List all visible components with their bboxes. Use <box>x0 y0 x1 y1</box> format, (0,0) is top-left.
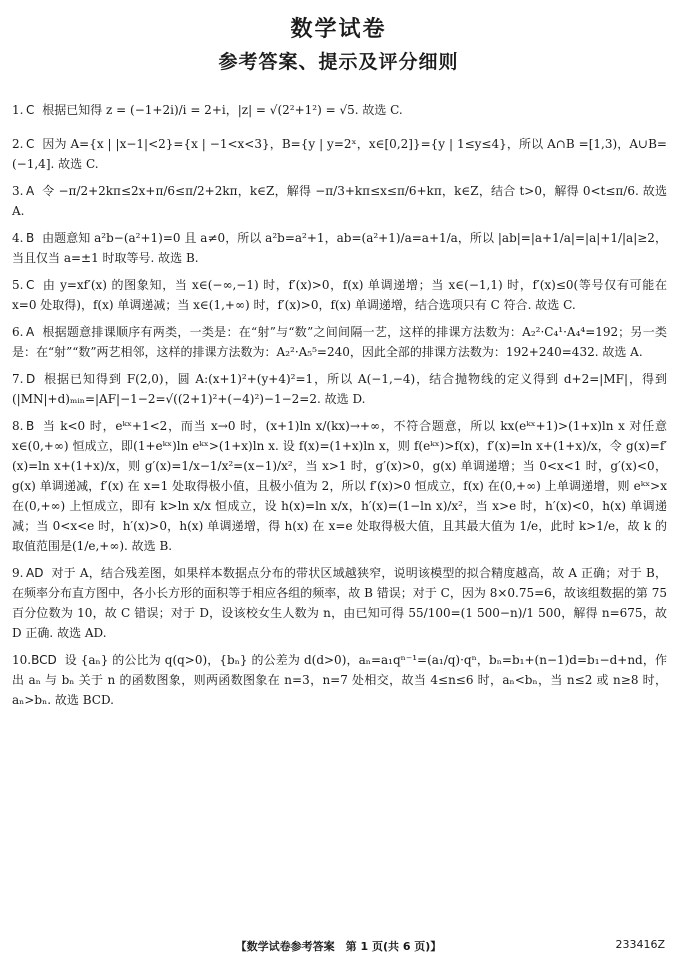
item-explanation: 根据已知得到 F(2,0)，圆 A:(x+1)²+(y+4)²=1，所以 A(−1,−4)，结合抛物线的定义得到 d+2=|MF|，得到(|MN|+d)ₘᵢₙ=|AF|−1−2=√((2+1)²+(−4)²)−1−2=2. 故选 D. <box>12 372 667 406</box>
answer-item-10 <box>12 650 667 710</box>
answer-item-2 <box>12 134 667 174</box>
item-explanation: 根据已知得 z = (−1+2i)/i = 2+i，|z| = √(2²+1²) = √5. 故选 C. <box>42 103 403 117</box>
answer-item-7 <box>12 369 667 409</box>
item-number: 5. <box>12 278 24 292</box>
answer-item-3 <box>12 181 667 221</box>
item-answer: A <box>26 325 35 339</box>
item-explanation: 当 k<0 时，eᵏˣ+1<2，而当 x→0 时，(x+1)ln x/(kx)→+∞，不符合题意，所以 kx(eᵏˣ+1)>(1+x)ln x 对任意 x∈(0,+∞) 恒成立，即(1+eᵏˣ)ln eᵏˣ>(1+x)ln x. 设 f(x)=(1+x)ln x，则 f(eᵏˣ)>f(x)，f′(x)=ln x+(1+x)/x，令 g(x)=f′(x)=ln x+(1+x)/x，则 g′(x)=1/x−1/x²=(x−1)/x²，当 x>1 时，g′(x)>0，g(x) 单调递增；当 0<x<1 时，g′(x)<0，g(x) 单调递减，f′(x) 在 x=1 处取得极小值，且极小值为 2，所以 f′(x)>0 恒成立，f(x) 在(0,+∞) 上单调递增，则 eᵏˣ>x 在(0,+∞) 上恒成立，即有 k>ln x/x 恒成立，设 h(x)=ln x/x，h′(x)=(1−ln x)/x²，当 x>e 时，h′(x)<0，h(x) 单调递减；当 0<x<e 时，h′(x)>0，h(x) 单调递增，得 h(x) 在 x=e 处取得极大值，且其最大值为 1/e，此时 k>1/e，故 k 的取值范围是(1/e,+∞). 故选 B. <box>12 419 667 553</box>
item-explanation: 由题意知 a²b−(a²+1)=0 且 a≠0，所以 a²b=a²+1，ab=(a²+1)/a=a+1/a，所以 |ab|=|a+1/a|=|a|+1/|a|≥2，当且仅当 a=±1 时取等号. 故选 B. <box>12 231 667 265</box>
item-answer: C <box>26 103 35 117</box>
answer-item-1 <box>12 100 667 120</box>
item-answer: BCD <box>31 653 57 667</box>
item-explanation: 设 {aₙ} 的公比为 q(q>0)，{bₙ} 的公差为 d(d>0)，aₙ=a₁qⁿ⁻¹=(a₁/q)·qⁿ，bₙ=b₁+(n−1)d=b₁−d+nd，作出 aₙ 与 bₙ 关于 n 的函数图象，则两函数图象在 n=3，n=7 处相交，故当 4≤n≤6 时，aₙ<bₙ，当 n≤2 或 n≥8 时，aₙ>bₙ. 故选 BCD. <box>12 653 667 707</box>
item-number: 9. <box>12 566 24 580</box>
item-answer: B <box>26 419 35 433</box>
item-explanation: 根据题意排课顺序有两类，一类是：在“射”与“数”之间间隔一艺，这样的排课方法数为：A₂²·C₄¹·A₄⁴=192；另一类是：在“射”“数”两艺相邻，这样的排课方法数为：A₂²·A₅⁵=240，因此全部的排课方法数为：192+240=432. 故选 A. <box>12 325 667 359</box>
item-answer: AD <box>26 566 44 580</box>
item-explanation: 由 y=xf′(x) 的图象知，当 x∈(−∞,−1) 时，f′(x)>0，f(x) 单调递增；当 x∈(−1,1) 时，f′(x)≤0(等号仅有可能在 x=0 处取得)，f(x) 单调递减；当 x∈(1,+∞) 时，f′(x)>0，f(x) 单调递增，结合选项只有 C 符合. 故选 C. <box>12 278 667 312</box>
answer-item-8 <box>12 416 667 556</box>
item-answer: C <box>26 278 35 292</box>
item-answer: D <box>26 372 36 386</box>
item-explanation: 因为 A={x | |x−1|<2}={x | −1<x<3}，B={y | y=2ˣ，x∈[0,2]}={y | 1≤y≤4}，所以 A∩B =[1,3)，A∪B=(−1,4]. 故选 C. <box>12 137 667 171</box>
page-title: 数学试卷 <box>290 17 387 42</box>
item-number: 1. <box>12 103 24 117</box>
item-answer: A <box>26 184 35 198</box>
answer-item-9 <box>12 563 667 643</box>
item-number: 3. <box>12 184 24 198</box>
answer-item-6 <box>12 322 667 362</box>
item-number: 2. <box>12 137 24 151</box>
item-number: 7. <box>12 372 24 386</box>
footer-code: 233416Z <box>615 938 665 951</box>
answer-item-4 <box>12 228 667 268</box>
item-number: 6. <box>12 325 24 339</box>
item-answer: C <box>26 137 35 151</box>
item-number: 10. <box>12 653 32 667</box>
footer-page-label: 【数学试卷参考答案 第 1 页(共 6 页)】 <box>235 940 442 953</box>
item-number: 4. <box>12 231 24 245</box>
item-number: 8. <box>12 419 24 433</box>
answers-list <box>12 100 667 717</box>
item-answer: B <box>26 231 35 245</box>
item-explanation: 令 −π/2+2kπ≤2x+π/6≤π/2+2kπ，k∈Z，解得 −π/3+kπ≤x≤π/6+kπ，k∈Z，结合 t>0，解得 0<t≤π/6. 故选 A. <box>12 184 667 218</box>
page-subtitle: 参考答案、提示及评分细则 <box>218 51 459 73</box>
answer-item-5 <box>12 275 667 315</box>
item-explanation: 对于 A，结合残差图，如果样本数据点分布的带状区域越狭窄，说明该模型的拟合精度越高，故 A 正确；对于 B，在频率分布直方图中，各小长方形的面积等于相应各组的频率，故 B 错误；对于 C，因为 8×0.75=6，故该组数据的第 75 百分位数为 10，故 C 错误；对于 D，设该校女生人数为 n，由已知可得 55/100=(1 500−n)/1 500，解得 n=675，故 D 正确. 故选 AD. <box>12 566 667 640</box>
